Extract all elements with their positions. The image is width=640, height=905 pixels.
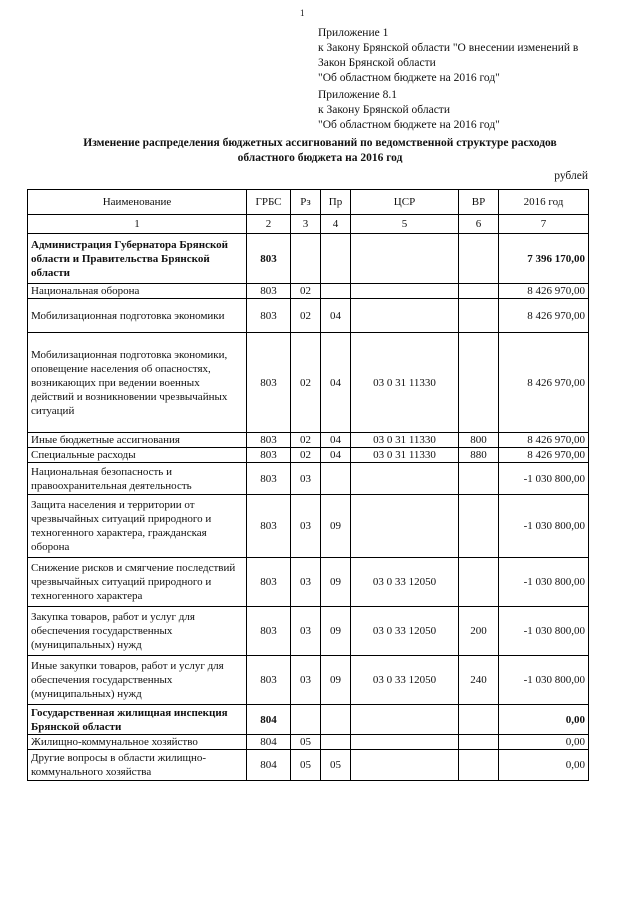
row-name: Закупка товаров, работ и услуг для обеспечения государственных (муниципальных) нужд	[28, 607, 247, 656]
row-rz: 02	[291, 448, 321, 463]
title-line-1: Изменение распределения бюджетных ассигнований по ведомственной структуре расходов	[83, 137, 557, 149]
row-rz: 02	[291, 299, 321, 333]
row-csr	[351, 750, 459, 781]
row-csr: 03 0 31 11330	[351, 448, 459, 463]
row-name: Администрация Губернатора Брянской области и Правительства Брянской области	[28, 234, 247, 284]
column-number: 1	[28, 215, 247, 234]
row-csr	[351, 705, 459, 735]
document-title	[40, 136, 600, 166]
row-vr	[459, 234, 499, 284]
header-vr: ВР	[459, 190, 499, 215]
column-number: 3	[291, 215, 321, 234]
row-name: Иные закупки товаров, работ и услуг для обеспечения государственных (муниципальных) нужд	[28, 656, 247, 705]
row-amount: -1 030 800,00	[499, 607, 589, 656]
header-grbs: ГРБС	[247, 190, 291, 215]
table-header-row	[28, 190, 589, 215]
column-number: 4	[321, 215, 351, 234]
row-csr: 03 0 33 12050	[351, 656, 459, 705]
appendix-8-1-block	[318, 88, 500, 133]
row-amount: 0,00	[499, 735, 589, 750]
row-grbs: 803	[247, 333, 291, 433]
table-row	[28, 750, 589, 781]
row-csr	[351, 495, 459, 558]
row-amount: -1 030 800,00	[499, 656, 589, 705]
row-grbs: 803	[247, 234, 291, 284]
table-row	[28, 299, 589, 333]
row-name: Жилищно-коммунальное хозяйство	[28, 735, 247, 750]
row-vr: 200	[459, 607, 499, 656]
appendix-1-line-1: Приложение 1	[318, 27, 389, 39]
row-amount: 8 426 970,00	[499, 448, 589, 463]
row-rz: 02	[291, 284, 321, 299]
table-row	[28, 333, 589, 433]
appendix-1-line-3: Закон Брянской области	[318, 57, 436, 69]
row-amount: 8 426 970,00	[499, 284, 589, 299]
row-amount: 8 426 970,00	[499, 299, 589, 333]
row-rz: 03	[291, 558, 321, 607]
column-number: 7	[499, 215, 589, 234]
row-rz: 03	[291, 495, 321, 558]
row-pr: 09	[321, 495, 351, 558]
row-vr	[459, 735, 499, 750]
appendix-1-block	[318, 26, 578, 86]
row-amount: -1 030 800,00	[499, 558, 589, 607]
row-vr	[459, 495, 499, 558]
row-grbs: 804	[247, 705, 291, 735]
row-vr	[459, 705, 499, 735]
table-row	[28, 705, 589, 735]
row-name: Другие вопросы в области жилищно-коммунального хозяйства	[28, 750, 247, 781]
row-csr	[351, 234, 459, 284]
row-pr: 05	[321, 750, 351, 781]
row-name: Снижение рисков и смягчение последствий чрезвычайных ситуаций природного и техногенного характера	[28, 558, 247, 607]
row-pr	[321, 463, 351, 495]
appendix-2-line-3: "Об областном бюджете на 2016 год"	[318, 119, 500, 131]
row-csr: 03 0 31 11330	[351, 333, 459, 433]
row-grbs: 803	[247, 656, 291, 705]
row-vr	[459, 299, 499, 333]
row-amount: 0,00	[499, 705, 589, 735]
table-row	[28, 463, 589, 495]
row-grbs: 803	[247, 558, 291, 607]
table-row	[28, 284, 589, 299]
row-grbs: 804	[247, 750, 291, 781]
row-name: Защита населения и территории от чрезвычайных ситуаций природного и техногенного характера, гражданская оборона	[28, 495, 247, 558]
row-grbs: 803	[247, 433, 291, 448]
header-rz: Рз	[291, 190, 321, 215]
row-rz: 02	[291, 433, 321, 448]
row-rz: 02	[291, 333, 321, 433]
table-row	[28, 558, 589, 607]
column-number: 5	[351, 215, 459, 234]
row-grbs: 803	[247, 284, 291, 299]
row-vr	[459, 558, 499, 607]
budget-table	[27, 189, 589, 781]
row-name: Государственная жилищная инспекция Брянской области	[28, 705, 247, 735]
row-rz	[291, 234, 321, 284]
row-pr	[321, 735, 351, 750]
appendix-2-line-1: Приложение 8.1	[318, 89, 397, 101]
row-pr	[321, 705, 351, 735]
row-amount: 0,00	[499, 750, 589, 781]
row-vr	[459, 284, 499, 299]
row-csr: 03 0 31 11330	[351, 433, 459, 448]
header-pr: Пр	[321, 190, 351, 215]
row-grbs: 803	[247, 463, 291, 495]
table-row	[28, 607, 589, 656]
appendix-2-line-2: к Закону Брянской области	[318, 104, 450, 116]
appendix-1-line-2: к Закону Брянской области "О внесении изменений в	[318, 42, 579, 54]
row-name: Национальная оборона	[28, 284, 247, 299]
table-row	[28, 495, 589, 558]
row-pr: 09	[321, 656, 351, 705]
table-row	[28, 234, 589, 284]
table-row	[28, 448, 589, 463]
row-pr	[321, 284, 351, 299]
row-grbs: 803	[247, 495, 291, 558]
table-row	[28, 735, 589, 750]
row-vr	[459, 750, 499, 781]
row-rz: 05	[291, 735, 321, 750]
row-vr	[459, 463, 499, 495]
header-year: 2016 год	[499, 190, 589, 215]
row-pr: 09	[321, 558, 351, 607]
row-csr	[351, 735, 459, 750]
row-csr: 03 0 33 12050	[351, 558, 459, 607]
row-vr: 880	[459, 448, 499, 463]
row-pr: 04	[321, 299, 351, 333]
row-vr	[459, 333, 499, 433]
table-row	[28, 433, 589, 448]
row-pr: 04	[321, 433, 351, 448]
row-name: Иные бюджетные ассигнования	[28, 433, 247, 448]
row-rz	[291, 705, 321, 735]
row-name: Мобилизационная подготовка экономики	[28, 299, 247, 333]
row-rz: 05	[291, 750, 321, 781]
row-pr	[321, 234, 351, 284]
table-row	[28, 656, 589, 705]
row-name: Мобилизационная подготовка экономики, оповещение населения об опасностях, возникающих при ведении военных действий и возникновении чрезвычайных ситуаций	[28, 333, 247, 433]
row-csr: 03 0 33 12050	[351, 607, 459, 656]
title-line-2: областного бюджета на 2016 год	[237, 152, 403, 164]
row-pr: 09	[321, 607, 351, 656]
page-number: 1	[300, 8, 305, 18]
row-amount: 8 426 970,00	[499, 333, 589, 433]
column-number-row	[28, 215, 589, 234]
row-pr: 04	[321, 333, 351, 433]
column-number: 6	[459, 215, 499, 234]
column-number: 2	[247, 215, 291, 234]
row-rz: 03	[291, 463, 321, 495]
header-name: Наименование	[28, 190, 247, 215]
row-grbs: 803	[247, 448, 291, 463]
row-amount: -1 030 800,00	[499, 463, 589, 495]
row-grbs: 803	[247, 607, 291, 656]
row-amount: 7 396 170,00	[499, 234, 589, 284]
row-grbs: 804	[247, 735, 291, 750]
row-grbs: 803	[247, 299, 291, 333]
row-csr	[351, 284, 459, 299]
currency-unit: рублей	[554, 170, 588, 182]
row-name: Национальная безопасность и правоохранительная деятельность	[28, 463, 247, 495]
row-amount: -1 030 800,00	[499, 495, 589, 558]
row-name: Специальные расходы	[28, 448, 247, 463]
row-rz: 03	[291, 607, 321, 656]
header-csr: ЦСР	[351, 190, 459, 215]
row-vr: 240	[459, 656, 499, 705]
row-pr: 04	[321, 448, 351, 463]
row-amount: 8 426 970,00	[499, 433, 589, 448]
row-rz: 03	[291, 656, 321, 705]
row-csr	[351, 299, 459, 333]
row-vr: 800	[459, 433, 499, 448]
row-csr	[351, 463, 459, 495]
appendix-1-line-4: "Об областном бюджете на 2016 год"	[318, 72, 500, 84]
